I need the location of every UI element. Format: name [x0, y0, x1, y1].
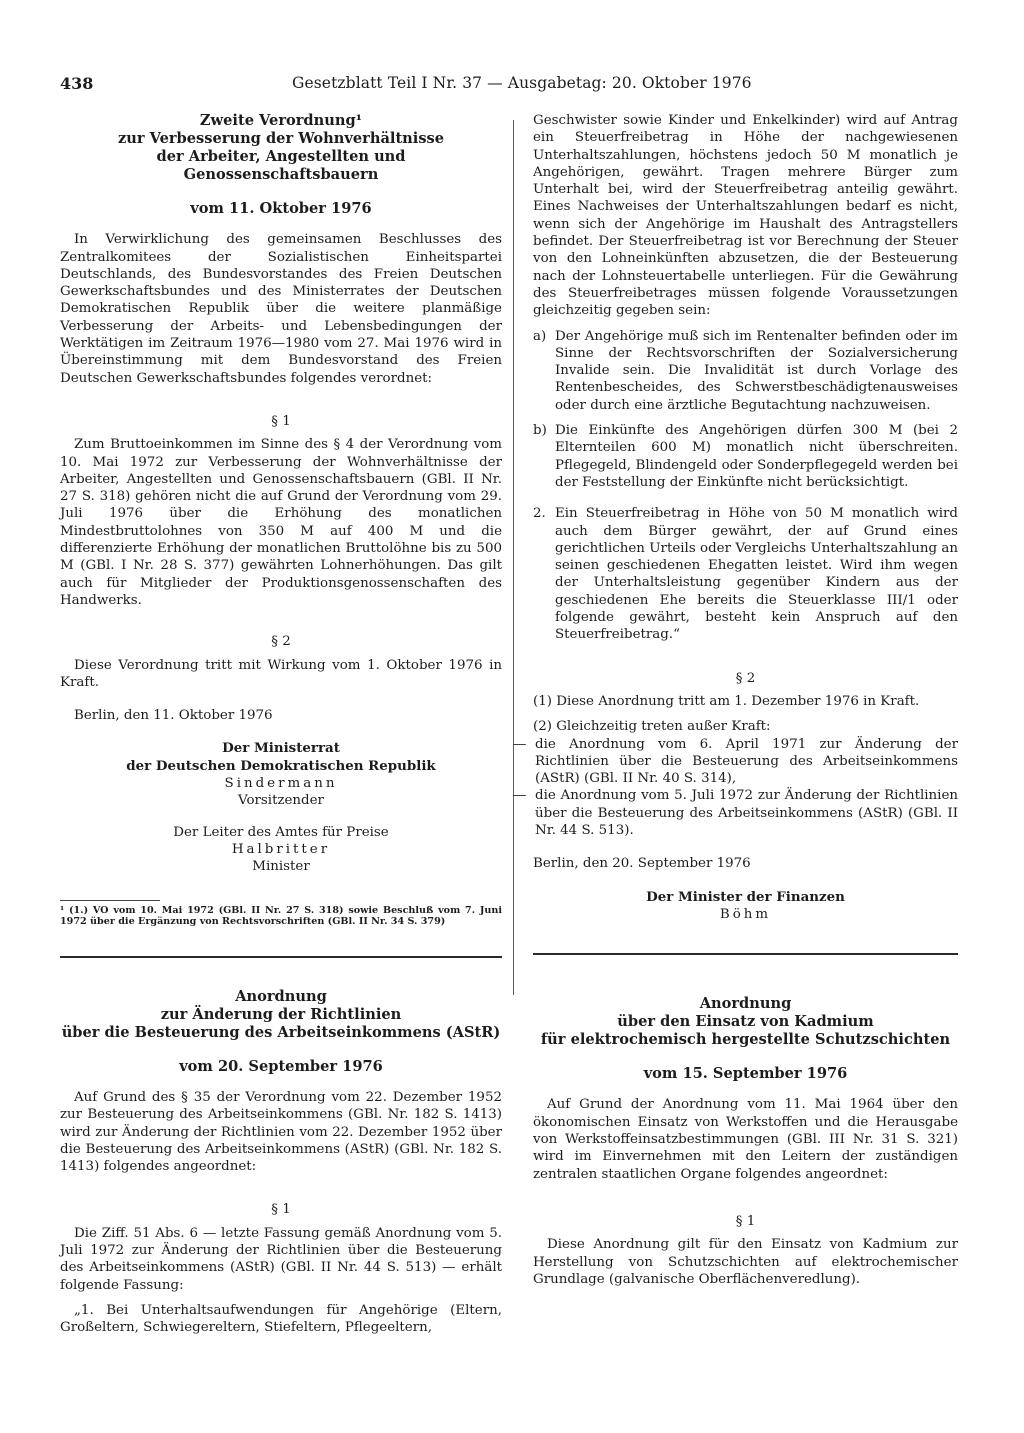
footnote-rule [60, 900, 160, 901]
doc1-title-line3: der Arbeiter, Angestellten und Genossenschaftsbauern [156, 148, 406, 183]
doc3-date: vom 15. September 1976 [643, 1065, 848, 1083]
list-item-2-label: 2. [533, 506, 546, 522]
doc2-section2-para1: (1) Diese Anordnung tritt am 1. Dezember 1976 in Kraft. [533, 693, 920, 709]
section-separator-left [60, 956, 502, 958]
doc2-signatory-org: Der Minister der Finanzen [646, 888, 845, 905]
doc2-section2-para2: (2) Gleichzeitig treten außer Kraft: [533, 719, 771, 735]
doc2-place-date: Berlin, den 20. September 1976 [533, 856, 751, 872]
doc2-section1-text: Die Ziff. 51 Abs. 6 — letzte Fassung gemäß Anordnung vom 5. Juli 1972 zur Änderung der Richtlinien über die Besteuerung des Arbeitseinkommens (AStR) (GBl. II Nr. 44 S. 513) — erhält folgende Fassung: [60, 1225, 502, 1293]
page-number: 438 [60, 74, 94, 93]
doc2-signatory-name: Böhm [719, 906, 772, 922]
doc3-section1-text: Diese Anordnung gilt für den Einsatz von Kadmium zur Herstellung von Schutzschichten auf elektrochemischer Grundlage (galvanische Oberflächenveredlung). [533, 1237, 958, 1287]
doc1-signatory2-role: Minister [252, 859, 310, 875]
doc2-title-line3: über die Besteuerung des Arbeitseinkommens (AStR) [61, 1023, 501, 1041]
doc3-preamble: Auf Grund der Anordnung vom 11. Mai 1964 über den ökonomischen Einsatz von Werkstoffen und die Herausgabe von Werkstoffeinsatzbestimmungen (GBl. III Nr. 31 S. 321) wird im Einvernehmen mit den Leitern der zuständigen zentralen staatlichen Organe folgendes angeordnet: [533, 1097, 958, 1182]
column-divider [513, 120, 514, 995]
section-separator-right [533, 953, 958, 955]
list-item-b-text: Die Einkünfte des Angehörigen dürfen 300 M (bei 2 Elternteilen 600 M) monatlich nicht überschreiten. Pflegegeld, Blindengeld oder Sonderpflegegeld werden bei der Feststellung der Einkünfte nicht berücksichtigt. [555, 423, 958, 490]
doc1-signatory2-org: Der Leiter des Amtes für Preise [173, 824, 389, 840]
doc1-section2-text: Diese Verordnung tritt mit Wirkung vom 1. Oktober 1976 in Kraft. [60, 657, 502, 690]
repeal-item-1-text: die Anordnung vom 6. April 1971 zur Änderung der Richtlinien über die Besteuerung des Arbeitseinkommens (AStR) (GBl. II Nr. 40 S. 314), [535, 736, 958, 787]
doc1-footnote: ¹ (1.) VO vom 10. Mai 1972 (GBl. II Nr. 27 S. 318) sowie Beschluß vom 7. Juni 1972 über die Ergänzung von Rechtsvorschriften (GBl. II Nr. 34 S. 379) [60, 904, 502, 928]
doc1-section2-heading: § 2 [271, 634, 291, 650]
doc2-title-line2: zur Änderung der Richtlinien [160, 1005, 402, 1023]
doc1-title-line1: Zweite Verordnung¹ [199, 112, 363, 129]
doc1-signatory-org-line1: Der Ministerrat [222, 740, 340, 757]
doc1-title-line2: zur Verbesserung der Wohnverhältnisse [117, 130, 445, 147]
page-header [60, 74, 960, 98]
doc2-section2-heading: § 2 [735, 670, 756, 686]
doc2-section1-heading: § 1 [271, 1202, 291, 1218]
running-title: Gesetzblatt Teil I Nr. 37 — Ausgabetag: 20. Oktober 1976 [292, 74, 752, 92]
doc1-signatory-name: Sindermann [224, 776, 338, 792]
doc2-date: vom 20. September 1976 [179, 1057, 383, 1075]
repeal-item-2-dash: — [513, 788, 527, 804]
doc1-preamble: In Verwirklichung des gemeinsamen Beschlusses des Zentralkomitees der Sozialistischen Einheitspartei Deutschlands, des Bundesvorstandes des Freien Deutschen Gewerkschaftsbundes und des Ministerrates der Deutschen Demokratischen Republik über die weitere planmäßige Verbesserung der Arbeits- und Lebensbedingungen der Werktätigen im Zeitraum 1976—1980 vom 27. Mai 1976 wird in Übereinstimmung mit dem Bundesvorstand des Freien Deutschen Gewerkschaftsbundes folgendes verordnet: [60, 232, 502, 386]
list-item-2-text: Ein Steuerfreibetrag in Höhe von 50 M monatlich wird auch dem Bürger gewährt, der auf Grund eines gerichtlichen Urteils oder Vergleichs Unterhaltszahlung an seinen geschiedenen Ehegatten leistet. Wird ihm wegen der Unterhaltsleistung gegenüber Kindern aus der geschiedenen Ehe bereits die Steuerklasse III/1 oder folgende gewährt, besteht kein Anspruch auf den Steuerfreibetrag.“ [555, 506, 958, 643]
doc1-section1-heading: § 1 [271, 413, 291, 429]
doc1-signatory-role: Vorsitzender [238, 793, 324, 809]
right-column [513, 112, 958, 1288]
doc2-preamble: Auf Grund des § 35 der Verordnung vom 22. Dezember 1952 zur Besteuerung des Arbeitseinkommens (GBl. Nr. 182 S. 1413) wird zur Änderung der Richtlinien vom 22. Dezember 1952 über die Besteuerung des Arbeitseinkommens (AStR) (GBl. Nr. 182 S. 1413) folgendes angeordnet: [60, 1089, 502, 1175]
doc2-title-line1: Anordnung [235, 987, 327, 1005]
doc3-title-line1: Anordnung [699, 995, 792, 1013]
doc1-signatory-org-line2: der Deutschen Demokratischen Republik [126, 757, 436, 774]
list-item-a-label: a) [533, 328, 547, 344]
left-column [60, 112, 502, 1337]
doc3-title-line2: über den Einsatz von Kadmium [617, 1013, 874, 1031]
doc1-signatory2-name: Halbritter [231, 841, 331, 857]
repeal-item-2-text: die Anordnung vom 5. Juli 1972 zur Änderung der Richtlinien über die Besteuerung des Arbeitseinkommens (AStR) (GBl. II Nr. 44 S. 513). [535, 788, 958, 838]
doc1-section1-text: Zum Bruttoeinkommen im Sinne des § 4 der Verordnung vom 10. Mai 1972 zur Verbesserung der Wohnverhältnisse der Arbeiter, Angestellten und Genossenschaftsbauern (GBl. II Nr. 27 S. 318) gehören nicht die auf Grund der Verordnung vom 29. Juli 1976 über die Erhöhung des monatlichen Mindestbruttolohnes von 350 M auf 400 M und die differenzierte Erhöhung der monatlichen Bruttolöhne bis zu 500 M (GBl. I Nr. 28 S. 377) gewährten Lohnerhöhungen. Das gilt auch für Mitglieder der Produktionsgenossenschaften des Handwerks. [60, 437, 502, 608]
list-item-b [533, 422, 958, 491]
doc2-quote-start: „1. Bei Unterhaltsaufwendungen für Angehörige (Eltern, Großeltern, Schwiegereltern, Stiefeltern, Pflegeeltern, [60, 1302, 502, 1336]
doc1-place-date: Berlin, den 11. Oktober 1976 [74, 708, 273, 724]
repeal-item-1 [513, 736, 958, 788]
repeal-item-1-dash: — [513, 736, 527, 752]
doc3-title-line3: für elektrochemisch hergestellte Schutzschichten [540, 1031, 951, 1049]
doc1-date: vom 11. Oktober 1976 [190, 200, 372, 217]
list-item-a [533, 328, 958, 414]
doc2-continuation: Geschwister sowie Kinder und Enkelkinder) wird auf Antrag ein Steuerfreibetrag in Höhe der nachgewiesenen Unterhaltszahlungen, höchstens jedoch 50 M monatlich je Angehörigen, gewährt. Tragen mehrere Bürger zum Unterhalt bei, wird der Steuerfreibetrag anteilig gewährt. Eines Nachweises der Unterhaltszahlungen bedarf es nicht, wenn sich der Angehörige im Haushalt des Antragstellers befindet. Der Steuerfreibetrag ist vor Berechnung der Steuer von den Lohneinkünften abzusetzen, die der Besteuerung nach der Lohnsteuertabelle unterliegen. Für die Gewährung des Steuerfreibetrages müssen folgende Voraussetzungen gleichzeitig gegeben sein: [533, 113, 958, 319]
list-item-a-text: Der Angehörige muß sich im Rentenalter befinden oder im Sinne der Rechtsvorschriften der Sozialversicherung Invalide sein. Die Invalidität ist durch Vorlage des Rentenbescheides, des Schwerstbeschädigtenausweises oder durch eine ärztliche Begutachtung nachzuweisen. [555, 328, 958, 413]
list-item-b-label: b) [533, 423, 547, 439]
repeal-item-2 [513, 787, 958, 839]
doc3-section1-heading: § 1 [735, 1213, 756, 1229]
list-item-2 [533, 505, 958, 643]
